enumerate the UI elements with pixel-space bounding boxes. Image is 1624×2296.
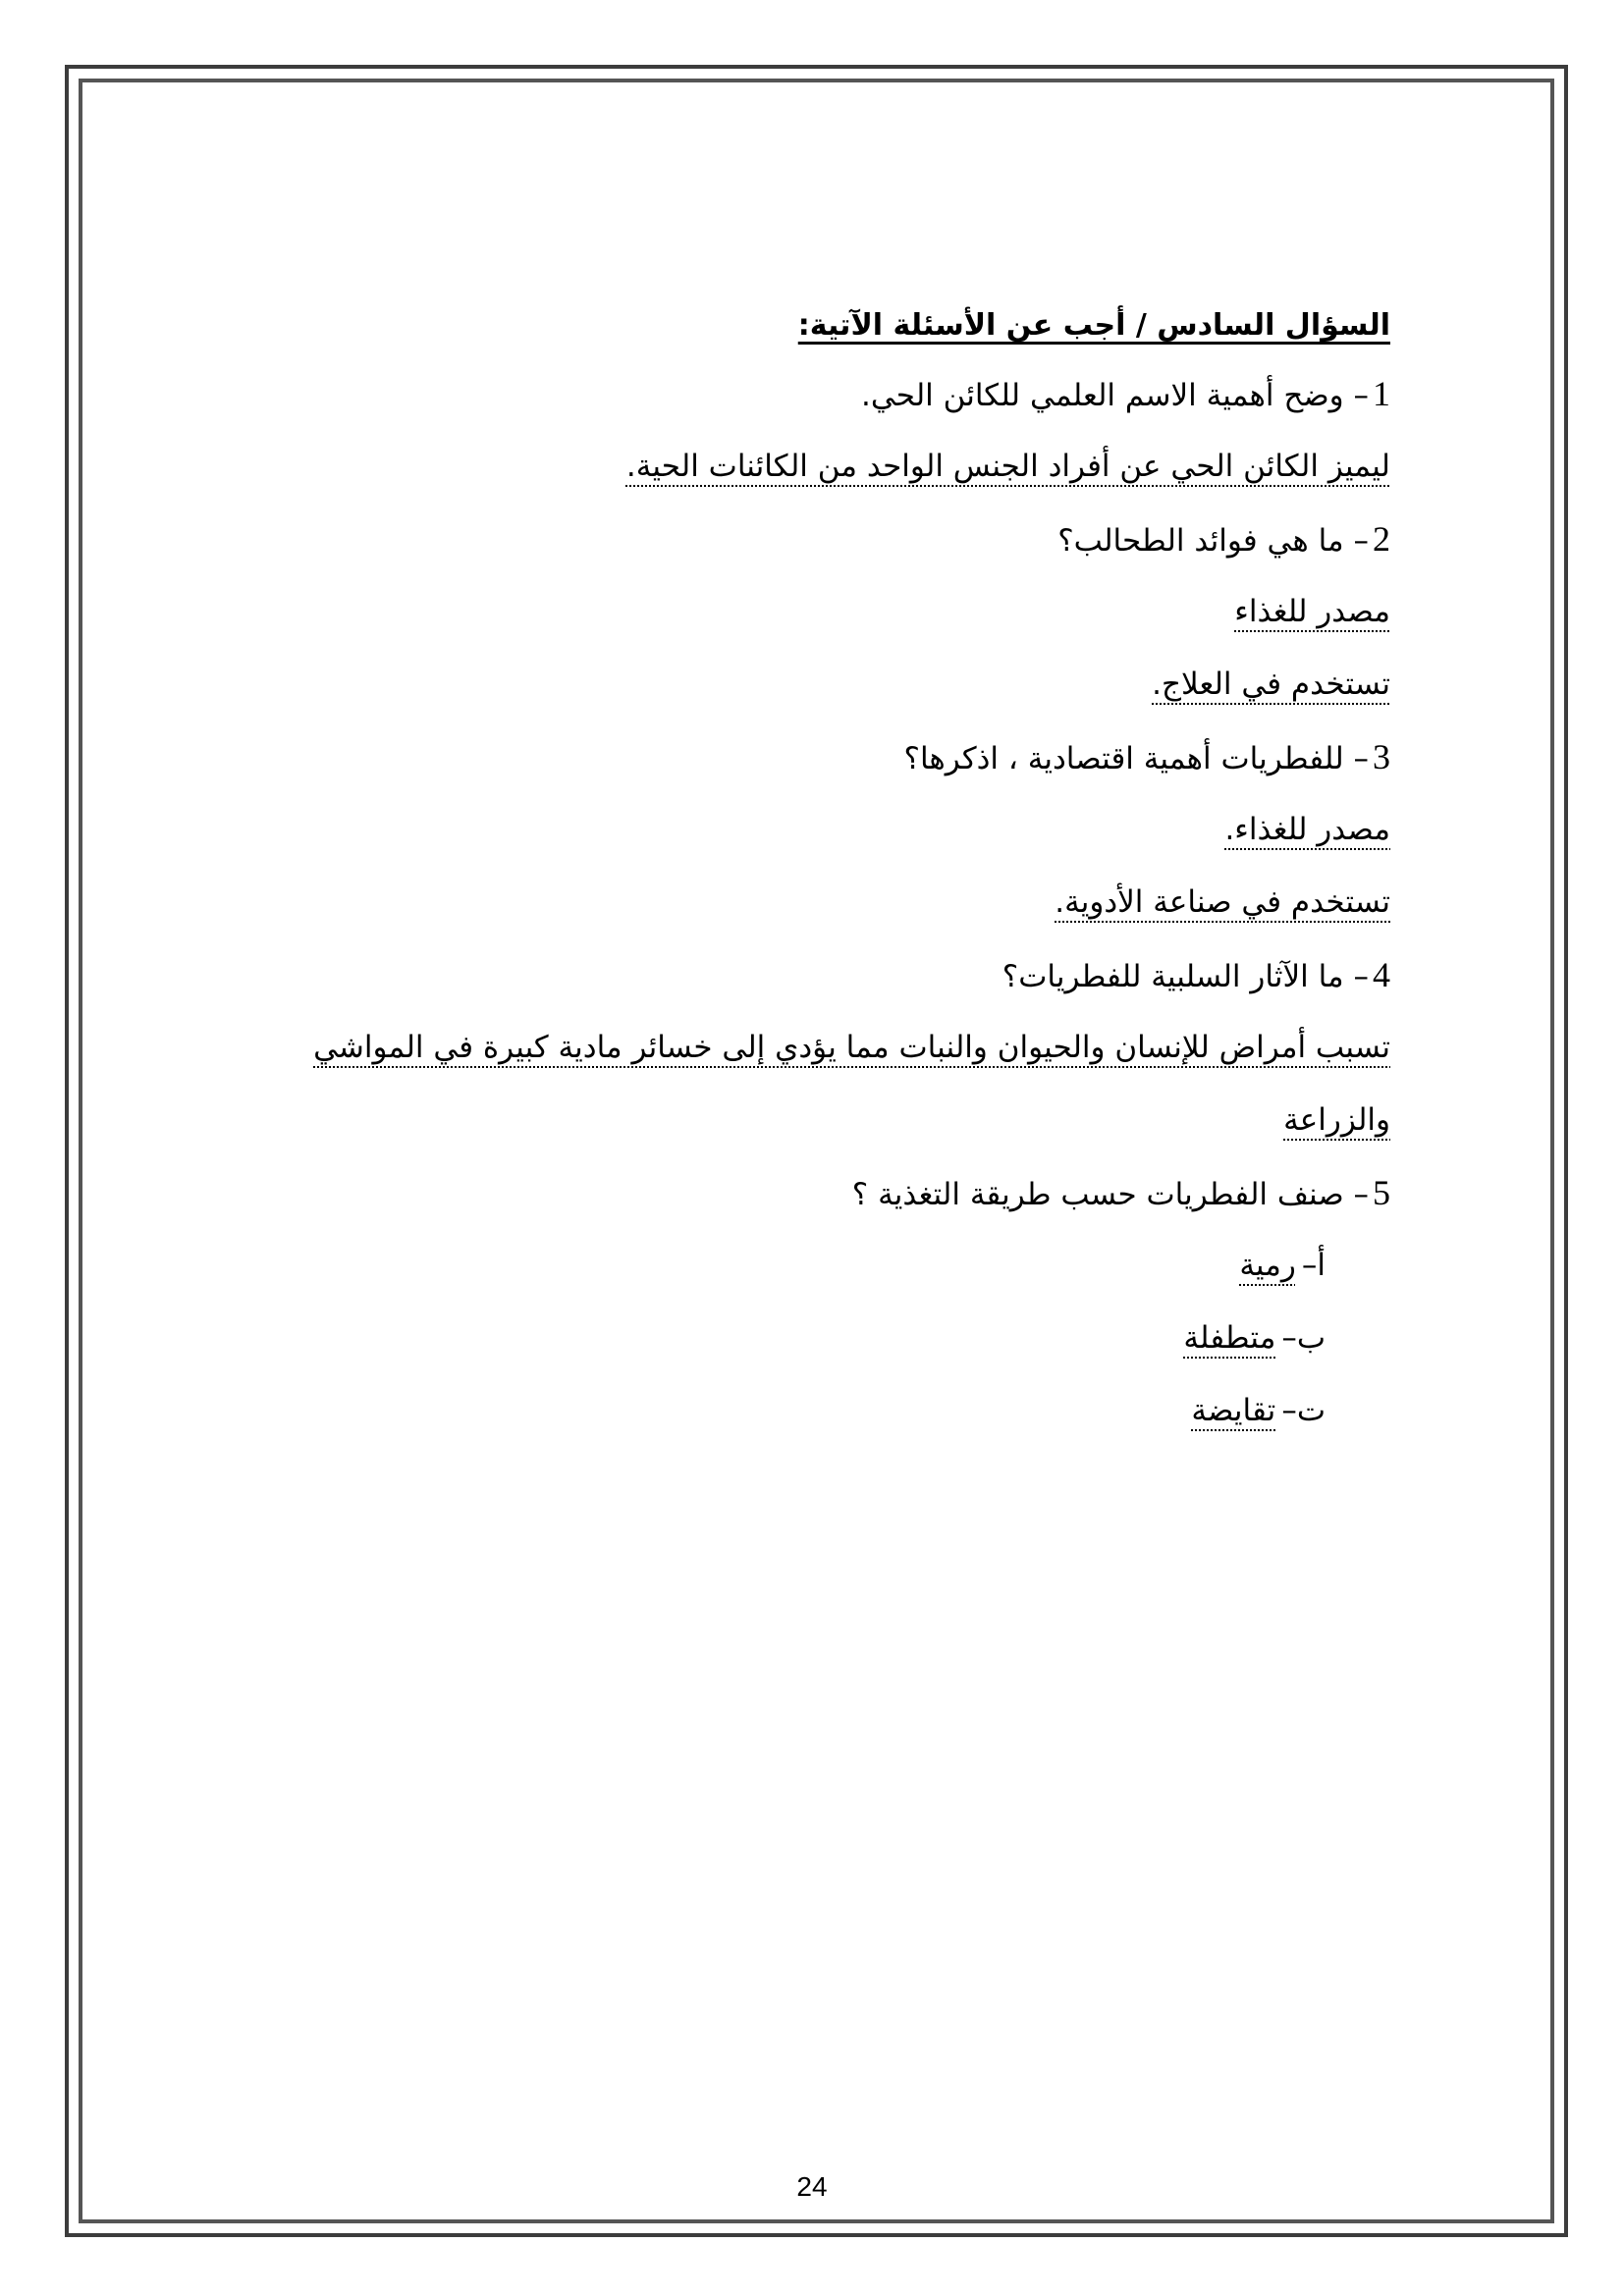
question-text: – وضح أهمية الاسم العلمي للكائن الحي. <box>861 378 1369 413</box>
answer-line <box>310 793 1390 866</box>
answer-text: مصدر للغذاء. <box>1224 812 1390 847</box>
question-1 <box>310 357 1390 430</box>
page-number: 24 <box>796 2171 828 2202</box>
question-text: – صنف الفطريات حسب طريقة التغذية ؟ <box>851 1177 1369 1212</box>
sub-item <box>310 1229 1390 1302</box>
answer-text: تستخدم في العلاج. <box>1152 667 1390 702</box>
question-text: – للفطريات أهمية اقتصادية ، اذكرها؟ <box>903 741 1369 776</box>
sub-item-letter: ب– <box>1281 1320 1326 1356</box>
question-4 <box>310 938 1390 1011</box>
question-number: 5 <box>1373 1173 1390 1212</box>
sub-item-text: متطفلة <box>1183 1320 1276 1356</box>
question-number: 4 <box>1373 955 1390 994</box>
sub-item-letter: ت– <box>1281 1393 1326 1428</box>
answer-text: ليميز الكائن الحي عن أفراد الجنس الواحد من الكائنات الحية. <box>625 449 1390 484</box>
document-body <box>310 294 1390 1447</box>
answer-line <box>310 648 1390 721</box>
sub-item-letter: أ– <box>1301 1248 1326 1283</box>
answer-text: تسبب أمراض للإنسان والحيوان والنبات مما يؤدي إلى خسائر مادية كبيرة في المواشي <box>313 1030 1390 1065</box>
answer-line <box>310 866 1390 938</box>
question-number: 1 <box>1373 374 1390 413</box>
question-3 <box>310 721 1390 793</box>
sub-item-text: تقايضة <box>1191 1393 1276 1428</box>
answer-text: والزراعة <box>1283 1102 1390 1138</box>
question-number: 2 <box>1373 519 1390 559</box>
question-number: 3 <box>1373 737 1390 776</box>
answer-text: مصدر للغذاء <box>1234 594 1390 629</box>
question-text: – ما الآثار السلبية للفطريات؟ <box>1001 959 1369 994</box>
answer-line <box>310 575 1390 648</box>
answer-line <box>310 1084 1390 1156</box>
question-5 <box>310 1156 1390 1229</box>
sub-item <box>310 1374 1390 1447</box>
answer-text: تستخدم في صناعة الأدوية. <box>1055 884 1390 920</box>
question-2 <box>310 503 1390 575</box>
sub-item-text: رمية <box>1239 1248 1296 1283</box>
section-heading: السؤال السادس / أجب عن الأسئلة الآتية: <box>797 308 1390 343</box>
sub-item <box>310 1302 1390 1374</box>
answer-line <box>310 1011 1390 1084</box>
question-text: – ما هي فوائد الطحالب؟ <box>1057 523 1369 559</box>
answer-line <box>310 430 1390 503</box>
